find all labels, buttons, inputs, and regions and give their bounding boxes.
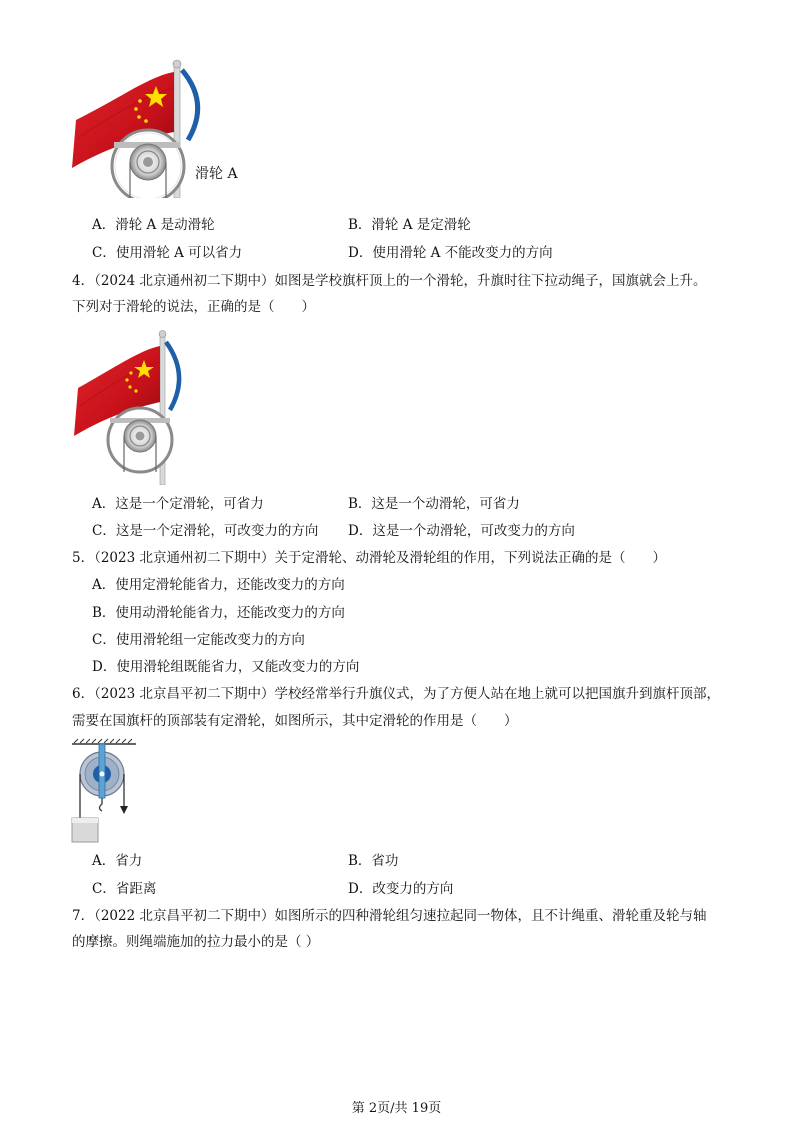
q5-option-b[interactable]: B．使用动滑轮能省力，还能改变力的方向 — [92, 605, 345, 621]
q5-stem: 5．（2023 北京通州初二下期中）关于定滑轮、动滑轮及滑轮组的作用，下列说法正确的是（ ） — [72, 550, 666, 566]
q3-option-b[interactable]: B．滑轮 A 是定滑轮 — [348, 217, 471, 233]
q4-stem-line1: 4．（2024 北京通州初二下期中）如图是学校旗杆顶上的一个滑轮，升旗时往下拉动绳子，国旗就会上升。 — [72, 273, 707, 289]
q5-option-d[interactable]: D．使用滑轮组既能省力，又能改变力的方向 — [92, 659, 360, 675]
q4-option-a[interactable]: A．这是一个定滑轮，可省力 — [92, 496, 264, 512]
q4-option-b[interactable]: B．这是一个动滑轮，可省力 — [348, 496, 520, 512]
q6-option-d[interactable]: D．改变力的方向 — [348, 881, 454, 897]
q6-option-a[interactable]: A．省力 — [92, 853, 143, 869]
q6-stem-line2: 需要在国旗杆的顶部装有定滑轮，如图所示，其中定滑轮的作用是（ ） — [72, 713, 518, 729]
q7-stem-line2: 的摩擦。则绳端施加的拉力最小的是（ ） — [72, 934, 320, 950]
q3-option-d[interactable]: D．使用滑轮 A 不能改变力的方向 — [348, 245, 553, 261]
q4-stem-line2: 下列对于滑轮的说法，正确的是（ ） — [72, 299, 315, 315]
fixed-pulley-figure-q6 — [70, 738, 140, 846]
flag-pulley-figure-q3 — [70, 58, 270, 198]
q7-stem-line1: 7．（2022 北京昌平初二下期中）如图所示的四种滑轮组匀速拉起同一物体，且不计绳重、滑轮重及轮与轴 — [72, 908, 707, 924]
q6-option-c[interactable]: C．省距离 — [92, 881, 157, 897]
q6-option-b[interactable]: B．省功 — [348, 853, 399, 869]
q6-stem-line1: 6．（2023 北京昌平初二下期中）学校经常举行升旗仪式，为了方便人站在地上就可以把国旗升到旗杆顶部， — [72, 686, 720, 702]
pulley-a-label: 滑轮 A — [195, 166, 238, 182]
page-footer: 第 2页/共 19页 — [351, 1101, 442, 1116]
q5-option-a[interactable]: A．使用定滑轮能省力，还能改变力的方向 — [92, 577, 345, 593]
q3-option-a[interactable]: A．滑轮 A 是动滑轮 — [92, 217, 215, 233]
q4-option-d[interactable]: D．这是一个动滑轮，可改变力的方向 — [348, 523, 575, 539]
flag-pulley-figure-q4 — [74, 330, 194, 485]
q3-option-c[interactable]: C．使用滑轮 A 可以省力 — [92, 245, 243, 261]
q5-option-c[interactable]: C．使用滑轮组一定能改变力的方向 — [92, 632, 305, 648]
q4-option-c[interactable]: C．这是一个定滑轮，可改变力的方向 — [92, 523, 319, 539]
